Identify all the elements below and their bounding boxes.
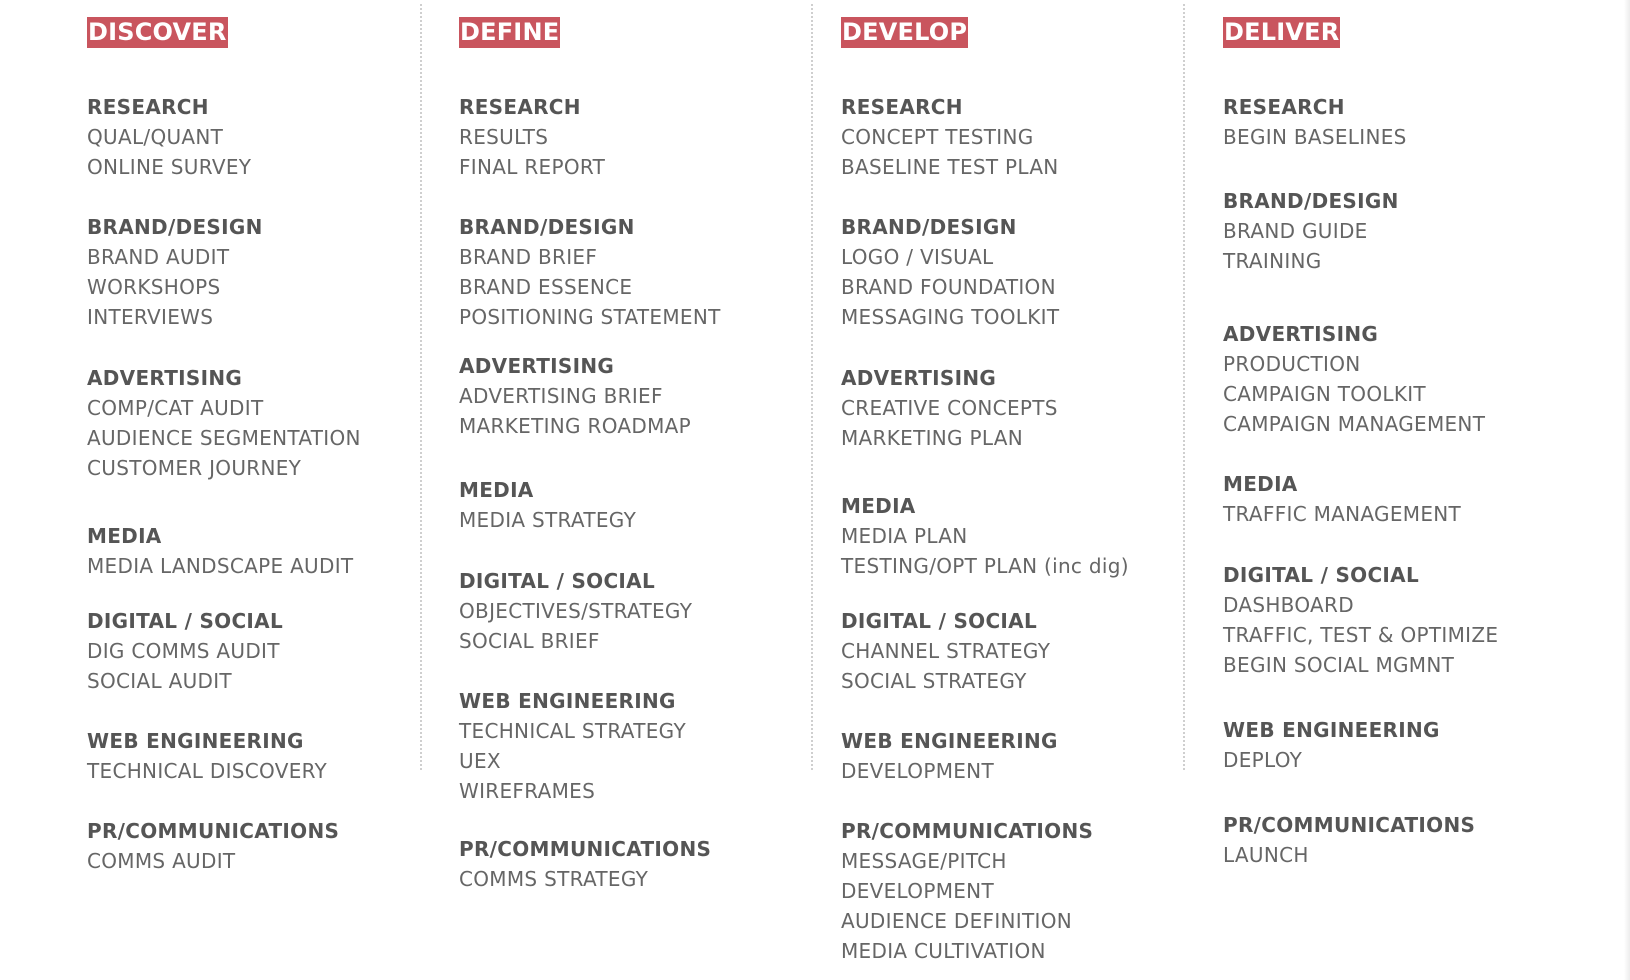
section-item: MEDIA LANDSCAPE AUDIT [87, 554, 354, 578]
section-item: TESTING/OPT PLAN (inc dig) [841, 554, 1129, 578]
section-heading: WEB ENGINEERING [841, 729, 1058, 753]
section-item: MESSAGING TOOLKIT [841, 305, 1060, 329]
section-heading: ADVERTISING [841, 366, 997, 390]
section-item: BRAND BRIEF [459, 245, 598, 269]
section-research [1223, 92, 1407, 152]
section-heading: BRAND/DESIGN [459, 215, 635, 239]
section-heading: RESEARCH [841, 95, 963, 119]
column-divider-3 [1183, 4, 1185, 770]
section-media [459, 475, 636, 535]
section-item: WIREFRAMES [459, 779, 596, 803]
section-item: SOCIAL BRIEF [459, 629, 600, 653]
phase-column-deliver [1223, 17, 1499, 867]
section-item: POSITIONING STATEMENT [459, 305, 721, 329]
section-heading: MEDIA [87, 524, 162, 548]
section-pr-communications [841, 816, 1093, 966]
section-digital-social [87, 606, 283, 696]
section-advertising [841, 363, 1058, 453]
section-brand-design [1223, 186, 1399, 276]
section-media [841, 491, 1129, 581]
section-heading: RESEARCH [1223, 95, 1345, 119]
section-heading: ADVERTISING [1223, 322, 1379, 346]
section-web-engineering [459, 686, 686, 806]
section-heading: PR/COMMUNICATIONS [459, 837, 712, 861]
section-item: DASHBOARD [1223, 593, 1354, 617]
section-digital-social [841, 606, 1050, 696]
column-divider-2 [811, 4, 813, 770]
section-item: CAMPAIGN TOOLKIT [1223, 382, 1426, 406]
section-item: MEDIA STRATEGY [459, 508, 637, 532]
section-brand-design [87, 212, 263, 332]
section-item: TECHNICAL STRATEGY [459, 719, 686, 743]
section-media [87, 521, 353, 581]
section-item: MEDIA CULTIVATION [841, 939, 1046, 963]
section-heading: MEDIA [1223, 472, 1298, 496]
section-pr-communications [459, 834, 711, 894]
section-item: AUDIENCE SEGMENTATION [87, 426, 361, 450]
section-item: WORKSHOPS [87, 275, 221, 299]
section-heading: ADVERTISING [87, 366, 243, 390]
section-item: DEVELOPMENT [841, 759, 994, 783]
section-item: TRAFFIC MANAGEMENT [1223, 502, 1462, 526]
section-item: LOGO / VISUAL [841, 245, 994, 269]
section-item: UEX [459, 749, 501, 773]
section-item: INTERVIEWS [87, 305, 214, 329]
section-item: CUSTOMER JOURNEY [87, 456, 302, 480]
section-item: CHANNEL STRATEGY [841, 639, 1051, 663]
phase-column-define [459, 17, 721, 891]
phase-column-discover [87, 17, 361, 873]
section-heading: WEB ENGINEERING [87, 729, 304, 753]
section-advertising [87, 363, 361, 483]
phase-badge: DEFINE [460, 18, 560, 46]
section-item: COMP/CAT AUDIT [87, 396, 264, 420]
section-brand-design [841, 212, 1059, 332]
section-item: OBJECTIVES/STRATEGY [459, 599, 693, 623]
page-edge-shadow [1624, 0, 1630, 980]
section-research [841, 92, 1059, 182]
section-item: BASELINE TEST PLAN [841, 155, 1059, 179]
section-pr-communications [87, 816, 339, 876]
section-web-engineering [87, 726, 327, 786]
section-research [459, 92, 605, 182]
section-item: BRAND FOUNDATION [841, 275, 1056, 299]
section-item: MEDIA PLAN [841, 524, 968, 548]
section-heading: WEB ENGINEERING [459, 689, 676, 713]
section-heading: DIGITAL / SOCIAL [841, 609, 1037, 633]
section-heading: MEDIA [841, 494, 916, 518]
section-digital-social [459, 566, 692, 656]
section-item: COMMS STRATEGY [459, 867, 649, 891]
section-item: AUDIENCE DEFINITION [841, 909, 1072, 933]
section-item: ONLINE SURVEY [87, 155, 252, 179]
section-item: BRAND AUDIT [87, 245, 230, 269]
section-advertising [1223, 319, 1485, 439]
section-advertising [459, 351, 691, 441]
section-heading: BRAND/DESIGN [87, 215, 263, 239]
section-item: TRAFFIC, TEST & OPTIMIZE [1223, 623, 1499, 647]
section-item: CAMPAIGN MANAGEMENT [1223, 412, 1486, 436]
section-item: ADVERTISING BRIEF [459, 384, 663, 408]
section-item: TECHNICAL DISCOVERY [87, 759, 328, 783]
section-heading: WEB ENGINEERING [1223, 718, 1440, 742]
phase-badge: DISCOVER [88, 18, 227, 46]
section-item: FINAL REPORT [459, 155, 606, 179]
section-web-engineering [841, 726, 1058, 786]
section-item: CREATIVE CONCEPTS [841, 396, 1058, 420]
section-heading: DIGITAL / SOCIAL [459, 569, 655, 593]
phase-column-develop [841, 17, 1129, 963]
section-item: DEVELOPMENT [841, 879, 994, 903]
column-divider-1 [420, 4, 422, 770]
section-item: QUAL/QUANT [87, 125, 224, 149]
section-media [1223, 469, 1461, 529]
section-heading: PR/COMMUNICATIONS [87, 819, 340, 843]
section-heading: RESEARCH [87, 95, 209, 119]
section-item: MARKETING PLAN [841, 426, 1024, 450]
section-heading: BRAND/DESIGN [1223, 189, 1399, 213]
section-item: MARKETING ROADMAP [459, 414, 691, 438]
section-item: TRAINING [1223, 249, 1322, 273]
section-item: DEPLOY [1223, 748, 1303, 772]
section-item: SOCIAL STRATEGY [841, 669, 1027, 693]
section-item: COMMS AUDIT [87, 849, 236, 873]
section-heading: BRAND/DESIGN [841, 215, 1017, 239]
section-item: BRAND ESSENCE [459, 275, 633, 299]
section-item: PRODUCTION [1223, 352, 1361, 376]
section-item: SOCIAL AUDIT [87, 669, 232, 693]
section-research [87, 92, 251, 182]
section-digital-social [1223, 560, 1498, 680]
section-heading: ADVERTISING [459, 354, 615, 378]
section-brand-design [459, 212, 721, 332]
section-pr-communications [1223, 810, 1475, 870]
section-item: MESSAGE/PITCH [841, 849, 1007, 873]
section-item: RESULTS [459, 125, 549, 149]
section-item: CONCEPT TESTING [841, 125, 1034, 149]
phase-badge: DELIVER [1224, 18, 1340, 46]
phase-badge: DEVELOP [842, 18, 968, 46]
section-heading: MEDIA [459, 478, 534, 502]
section-heading: PR/COMMUNICATIONS [1223, 813, 1476, 837]
section-heading: DIGITAL / SOCIAL [87, 609, 283, 633]
section-item: LAUNCH [1223, 843, 1309, 867]
section-heading: RESEARCH [459, 95, 581, 119]
section-heading: PR/COMMUNICATIONS [841, 819, 1094, 843]
section-item: BEGIN BASELINES [1223, 125, 1407, 149]
section-heading: DIGITAL / SOCIAL [1223, 563, 1419, 587]
section-item: DIG COMMS AUDIT [87, 639, 280, 663]
section-web-engineering [1223, 715, 1440, 775]
section-item: BEGIN SOCIAL MGMNT [1223, 653, 1455, 677]
section-item: BRAND GUIDE [1223, 219, 1368, 243]
